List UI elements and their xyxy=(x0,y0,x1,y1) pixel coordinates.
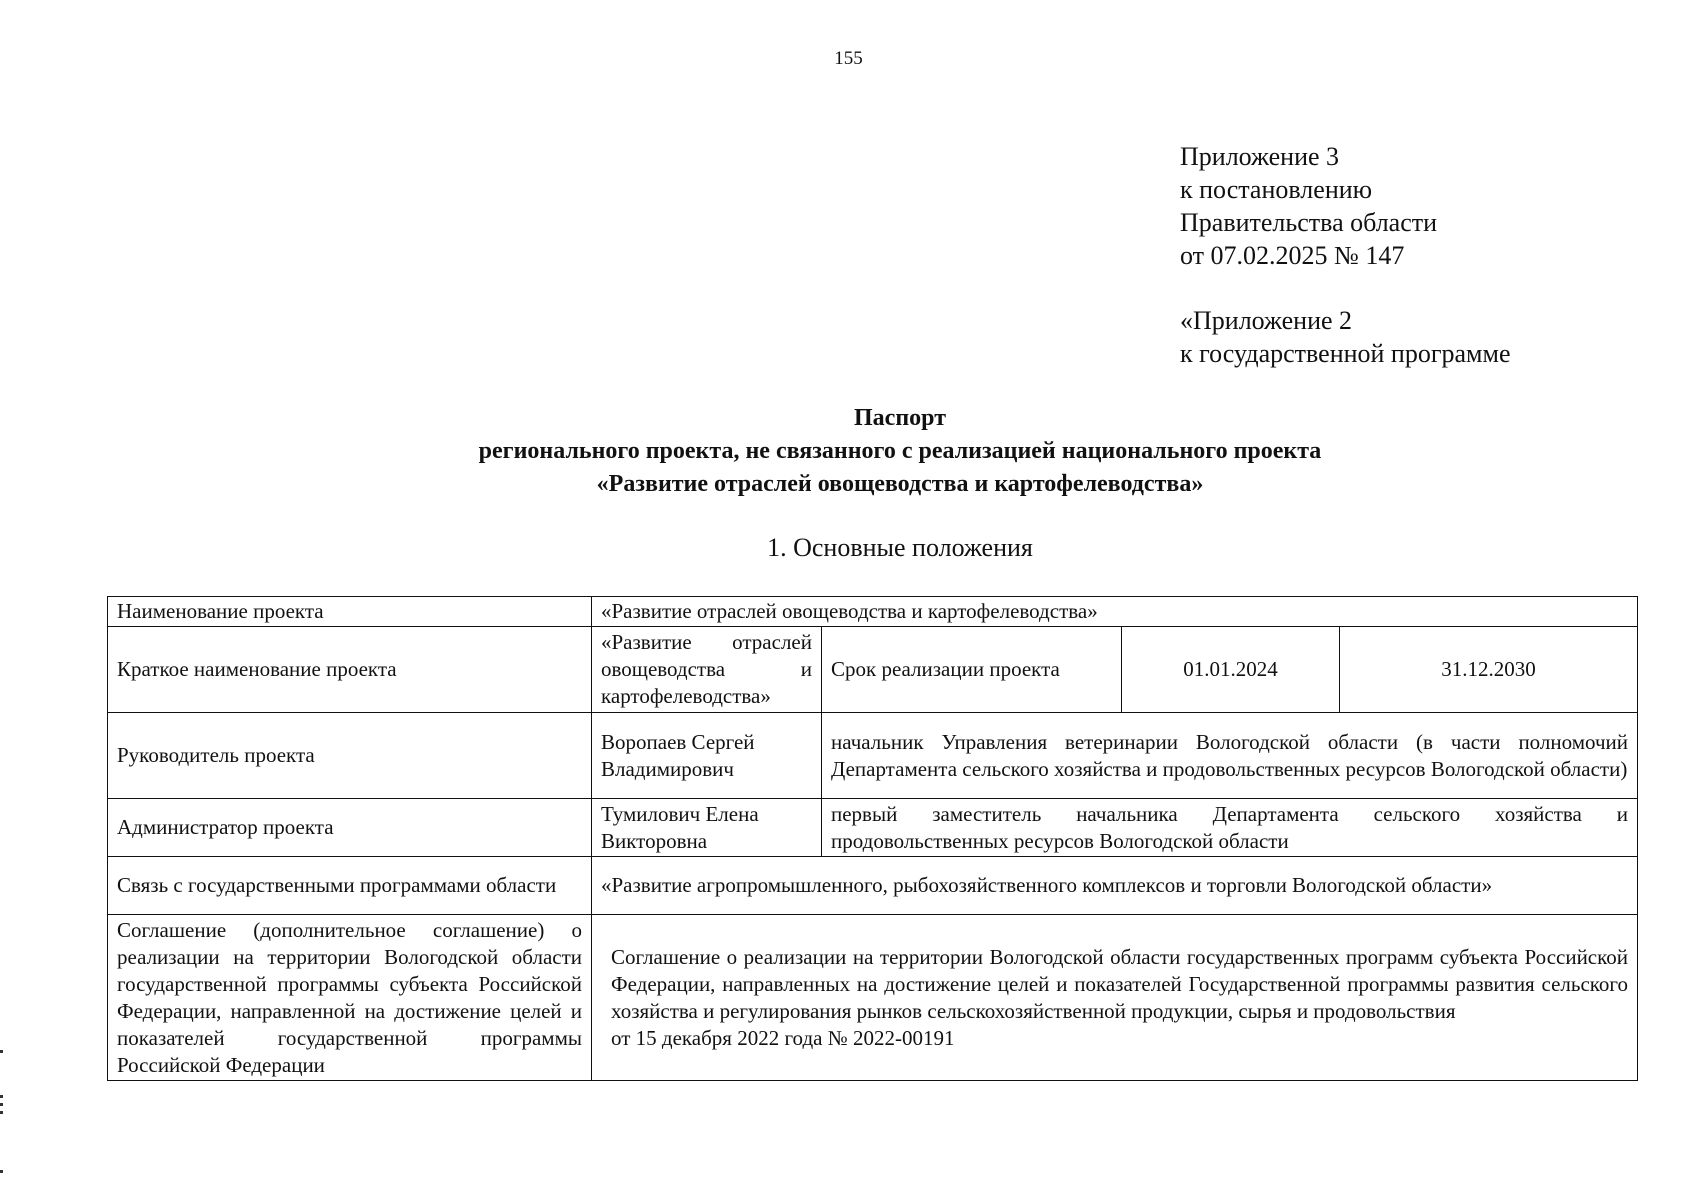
row-label: Наименование проекта xyxy=(108,597,592,627)
title-line: Паспорт xyxy=(854,405,946,431)
term-label: Срок реализации проекта xyxy=(822,627,1122,713)
manager-name: Воропаев Сергей Владимирович xyxy=(592,713,822,799)
row-label: Руководитель проекта xyxy=(108,713,592,799)
table-row xyxy=(108,915,1638,1081)
scan-margin-marks xyxy=(0,1050,4,1180)
row-label: Связь с государственными программами области xyxy=(108,857,592,915)
title-line: «Развитие отраслей овощеводства и картофелеводства» xyxy=(596,471,1204,497)
row-label: Соглашение (дополнительное соглашение) о реализации на территории Вологодской области государственной программы субъекта Российской Федерации, направленной на достижение целей и показателей государственной программы Российской Федерации xyxy=(117,918,582,1077)
project-name-value: «Развитие отраслей овощеводства и картофелеводства» xyxy=(592,597,1638,627)
document-title xyxy=(0,402,1697,501)
appendix-line: к государственной программе xyxy=(1180,339,1511,368)
appendix-block xyxy=(1180,140,1511,370)
section-heading: 1. Основные положения xyxy=(767,533,1033,562)
end-date: 31.12.2030 xyxy=(1340,627,1638,713)
title-line: регионального проекта, не связанного с реализацией национального проекта xyxy=(478,438,1322,464)
agreement-value-cell xyxy=(592,915,1638,1081)
appendix-gap xyxy=(1180,272,1511,304)
appendix-line: к постановлению xyxy=(1180,175,1373,204)
administrator-position: первый заместитель начальника Департамента сельского хозяйства и продовольственных ресурсов Вологодской области xyxy=(822,799,1638,857)
administrator-name: Тумилович Елена Викторовна xyxy=(592,799,822,857)
table-row xyxy=(108,597,1638,627)
row-label: Краткое наименование проекта xyxy=(108,627,592,713)
table-row xyxy=(108,799,1638,857)
row-label: Администратор проекта xyxy=(108,799,592,857)
appendix-line: «Приложение 2 xyxy=(1180,306,1353,335)
table-row xyxy=(108,627,1638,713)
agreement-value: Соглашение о реализации на территории Вологодской области государственных программ субъекта Российской Федерации, направленных на достижение целей и показателей Государственной программы развития сельского хозяйства и регулирования рынков сельскохозяйственной продукции, сырья и продовольствия xyxy=(611,944,1629,1023)
agreement-label-cell xyxy=(108,915,592,1081)
start-date: 01.01.2024 xyxy=(1122,627,1340,713)
appendix-line: от 07.02.2025 № 147 xyxy=(1180,241,1405,270)
table-row xyxy=(108,713,1638,799)
appendix-line: Правительства области xyxy=(1180,208,1438,237)
manager-position: начальник Управления ветеринарии Вологодской области (в части полномочий Департамента сельского хозяйства и продовольственных ресурсов Вологодской области) xyxy=(822,713,1638,799)
passport-table xyxy=(107,596,1638,1081)
state-program-value: «Развитие агропромышленного, рыбохозяйственного комплексов и торговли Вологодской области» xyxy=(592,857,1638,915)
short-name-value: «Развитие отраслей овощеводства и картофелеводства» xyxy=(592,627,822,713)
agreement-date: от 15 декабря 2022 года № 2022-00191 xyxy=(611,1025,955,1050)
appendix-line: Приложение 3 xyxy=(1180,142,1340,171)
page-number: 155 xyxy=(834,48,863,69)
table-row xyxy=(108,857,1638,915)
